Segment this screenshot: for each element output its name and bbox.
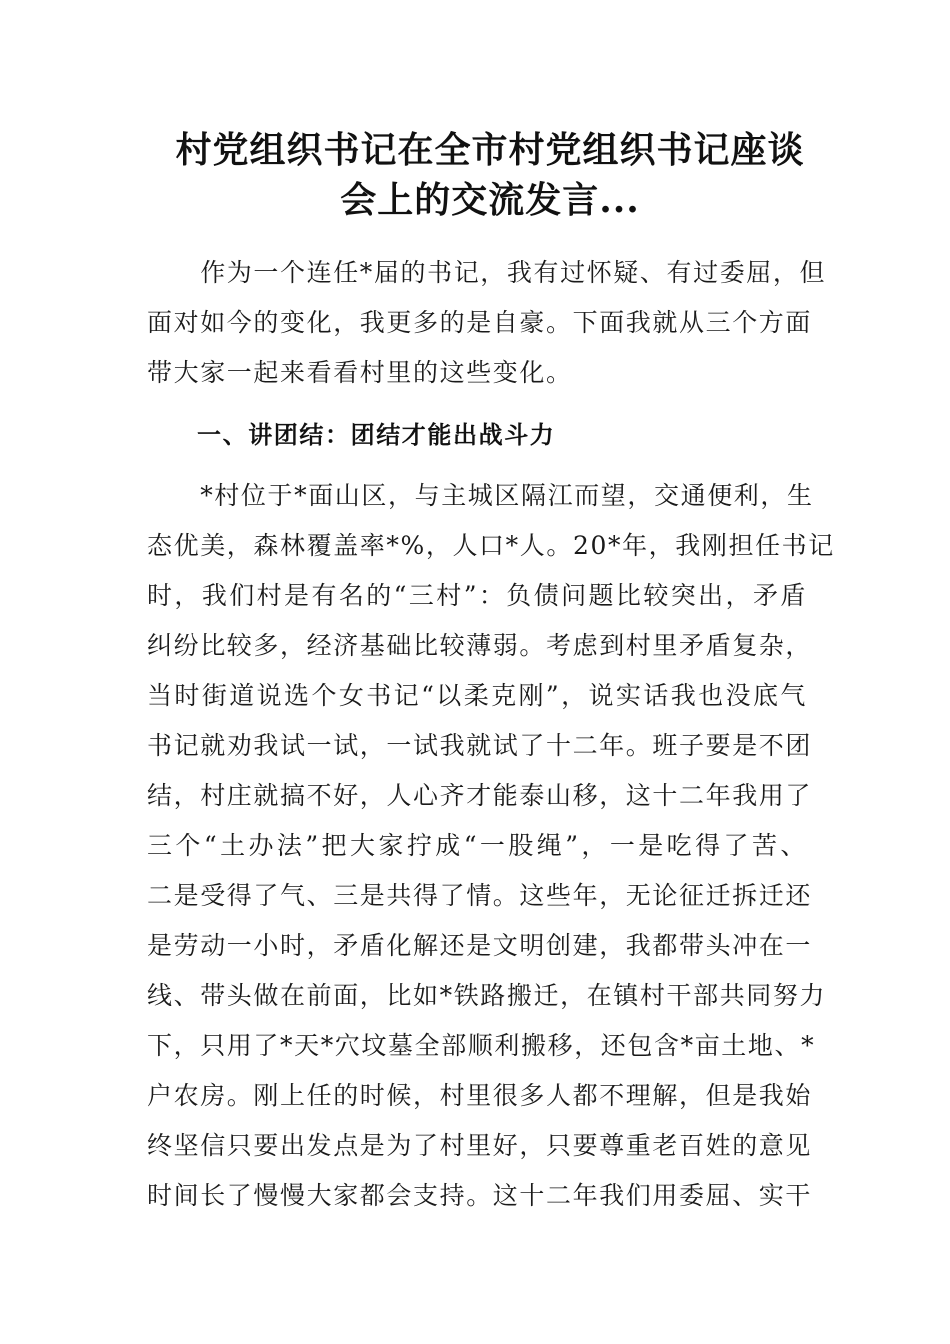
title-line-1: 村党组织书记在全市村党组织书记座谈 xyxy=(175,129,805,171)
paragraph-line: 当时街道说选个女书记“以柔克刚”，说实话我也没底气 xyxy=(147,681,807,710)
paragraph-line: 作为一个连任*届的书记，我有过怀疑、有过委屈，但 xyxy=(147,258,827,287)
section-paragraph xyxy=(147,471,835,1221)
paragraph-line: 下，只用了*天*穴坟墓全部顺利搬移，还包含*亩土地、* xyxy=(147,1031,816,1060)
paragraph-line: 态优美，森林覆盖率*%，人口*人。20*年，我刚担任书记 xyxy=(147,531,835,560)
paragraph-line: 纠纷比较多，经济基础比较薄弱。考虑到村里矛盾复杂， xyxy=(147,631,813,660)
paragraph-line: *村位于*面山区，与主城区隔江而望，交通便利，生 xyxy=(147,481,814,510)
paragraph-line: 时间长了慢慢大家都会支持。这十二年我们用委屈、实干 xyxy=(147,1181,813,1210)
section-heading: 一、讲团结：团结才能出战斗力 xyxy=(197,421,556,449)
paragraph-line: 三个“土办法”把大家拧成“一股绳”，一是吃得了苦、 xyxy=(147,831,807,860)
paragraph-line: 带大家一起来看看村里的这些变化。 xyxy=(147,358,573,387)
paragraph-line: 书记就劝我试一试，一试我就试了十二年。班子要是不团 xyxy=(147,731,813,760)
paragraph-line: 结，村庄就搞不好，人心齐才能泰山移，这十二年我用了 xyxy=(147,781,813,810)
title-line-2: 会上的交流发言... xyxy=(340,179,640,221)
paragraph-line: 二是受得了气、三是共得了情。这些年，无论征迁拆迁还 xyxy=(147,881,813,910)
paragraph-line: 面对如今的变化，我更多的是自豪。下面我就从三个方面 xyxy=(147,308,813,337)
paragraph-line: 终坚信只要出发点是为了村里好，只要尊重老百姓的意见 xyxy=(147,1131,813,1160)
paragraph-line: 户农房。刚上任的时候，村里很多人都不理解，但是我始 xyxy=(147,1081,813,1110)
document-title xyxy=(150,125,830,225)
paragraph-line: 线、带头做在前面，比如*铁路搬迁，在镇村干部共同努力 xyxy=(147,981,827,1010)
intro-paragraph xyxy=(147,248,827,398)
paragraph-line: 时，我们村是有名的“三村”：负债问题比较突出，矛盾 xyxy=(147,581,807,610)
paragraph-line: 是劳动一小时，矛盾化解还是文明创建，我都带头冲在一 xyxy=(147,931,813,960)
